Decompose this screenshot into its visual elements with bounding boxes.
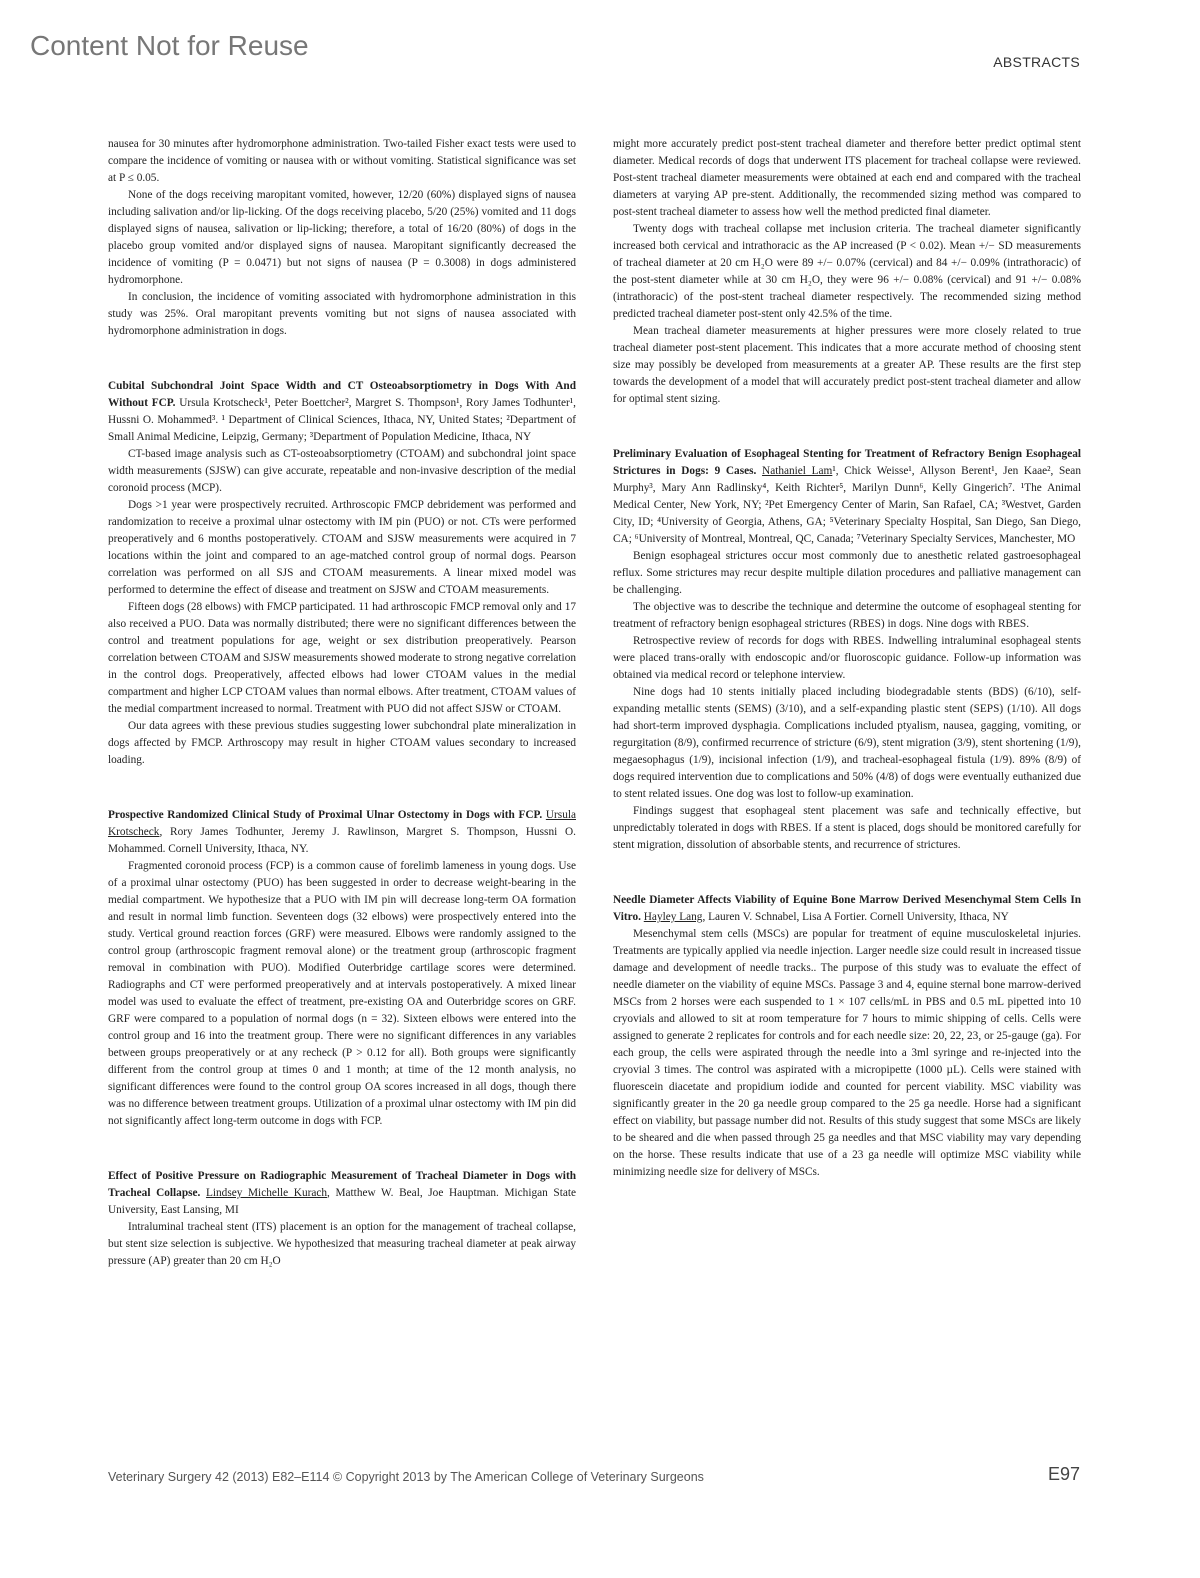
abstract-title: Cubital Subchondral Joint Space Width and CT Osteoabsorptiometry in Dogs With And Without FCP. (108, 380, 576, 409)
presenting-author: Nathaniel Lam (762, 465, 833, 477)
paragraph: nausea for 30 minutes after hydromorphone administration. Two-tailed Fisher exact tests were used to compare the incidence of vomiting or nausea with or without vomiting. Statistical significance was set at P ≤ 0.05. (108, 138, 576, 184)
left-column (108, 136, 576, 1308)
abstract-esophageal (613, 446, 1081, 854)
continued-abstract-tracheal (613, 136, 1081, 408)
paragraph: Our data agrees with these previous studies suggesting lower subchondral plate mineralization in dogs affected by FMCP. Arthroscopy may result in higher CTOAM values secondary to increased loading. (108, 720, 576, 766)
presenting-author: Lindsey Michelle Kurach (205, 1187, 328, 1199)
abstract-heading (108, 378, 576, 446)
abstract-authors: , Rory James Todhunter, Jeremy J. Rawlinson, Margret S. Thompson, Hussni O. Mohammed. Cornell University, Ithaca, NY. (108, 826, 576, 855)
page-number: E97 (1047, 1464, 1080, 1484)
abstract-heading (108, 807, 576, 858)
section-label: ABSTRACTS (993, 54, 1080, 70)
abstract-tracheal (108, 1168, 576, 1270)
paragraph: Findings suggest that esophageal stent placement was safe and technically effective, but unpredictably tolerated in dogs with RBES. If a stent is placed, dogs should be monitored carefully for stent migration, dissolution of absorbable stents, and recurrence of strictures. (613, 805, 1081, 851)
abstract-heading (613, 446, 1081, 548)
abstract-heading (613, 892, 1081, 926)
abstract-authors: , Lauren V. Schnabel, Lisa A Fortier. Cornell University, Ithaca, NY (702, 911, 1009, 923)
paragraph: Fifteen dogs (28 elbows) with FMCP participated. 11 had arthroscopic FMCP removal only and 17 also received a PUO. Data was normally distributed; there were no significant differences between the control and treatment populations for age, weight or sex distribution preoperatively. Pearson correlation between CTOAM and SJSW measurements showed moderate to strong negative correlation in the control dogs. Preoperatively, affected elbows had lower CTOAM values in the medial compartment and higher LCP CTOAM values than normal elbows. After treatment, CTOAM values of the medial compartment increased to normal. Treatment with PUO did not affect SJSW or CTOAM. (108, 601, 576, 715)
presenting-author: Hayley Lang (643, 911, 703, 923)
abstract-title: Preliminary Evaluation of Esophageal Stenting for Treatment of Refractory Benign Esophageal Strictures in Dogs: 9 Cases. (613, 448, 1081, 477)
footer-citation: Veterinary Surgery 42 (2013) E82–E114 © Copyright 2013 by The American College of Veterinary Surgeons (108, 1470, 704, 1484)
abstract-title: Prospective Randomized Clinical Study of Proximal Ulnar Ostectomy in Dogs with FCP. (108, 809, 543, 821)
watermark: Content Not for Reuse (30, 30, 309, 61)
paragraph: Benign esophageal strictures occur most commonly due to anesthetic related gastroesophageal reflux. Some strictures may recur despite multiple dilation procedures and palliative management can be challenging. (613, 550, 1081, 596)
abstract-authors: , Matthew W. Beal, Joe Hauptman. Michigan State University, East Lansing, MI (108, 1187, 576, 1216)
paragraph: Mesenchymal stem cells (MSCs) are popular for treatment of equine musculoskeletal injuries. Treatments are typically applied via needle injection. Larger needle size could result in increased tissue damage and development of needle tracks.. The purpose of this study was to evaluate the effect of needle diameter on the viability of equine MSCs. Passage 3 and 4, equine sternal bone marrow-derived MSCs from 2 horses were each suspended to 1 × 107 cells/mL in PBS and 0.5 mL pipetted into 10 cryovials and allowed to sit at room temperature for 7 hours to mimic shipping of cells. Cells were assigned to generate 2 replicates for controls and for each needle size: 20, 22, 23, or 25-gauge (ga). For each group, the cells were aspirated through the needle into a 3ml syringe and re-injected into the cryovial 3 times. The control was aspirated with a micropipette (1000 µL). Cells were stained with fluorescein diacetate and propidium iodide and counted for percent viability. MSC viability was significantly greater in the 20 ga needle group compared to the 25 ga needle. Horse had a significant effect on viability, but passage number did not. Results of this study suggest that some MSCs are likely to be sheared and die when passed through 25 ga needles and that MSC viability may vary depending on the horse. These results indicate that use of a 23 ga needle will optimize MSC viability while minimizing needle size for delivery of MSCs. (613, 928, 1081, 1178)
abstract-title: Effect of Positive Pressure on Radiographic Measurement of Tracheal Diameter in Dogs with Tracheal Collapse. (108, 1170, 576, 1199)
paragraph: None of the dogs receiving maropitant vomited, however, 12/20 (60%) displayed signs of nausea including salivation and/or lip-licking. Of the dogs receiving placebo, 5/20 (25%) vomited and 11 dogs displayed signs of nausea, salivation or lip-licking; therefore, a total of 16/20 (80%) of dogs in the placebo group vomited and/or displayed signs of nausea. Maropitant significantly decreased the incidence of vomiting (P = 0.0471) but not signs of nausea (P = 0.3008) in dogs administered hydromorphone. (108, 189, 576, 286)
paragraph: Fragmented coronoid process (FCP) is a common cause of forelimb lameness in young dogs. Use of a proximal ulnar ostectomy (PUO) has been suggested in order to decrease weight-bearing in the medial compartment. We hypothesize that a PUO with IM pin will decrease long-term OA formation and result in normal limb function. Seventeen dogs (32 elbows) were prospectively entered into the study. Vertical ground reaction forces (GRF) were measured. Elbows were randomly assigned to the control group (arthroscopic fragment removal alone) or the treatment group (arthroscopic fragment removal in combination with PUO). Modified Outerbridge cartilage scores were determined. Radiographs and CT were performed preoperatively and at intervals postoperatively. A mixed linear model was used to evaluate the effect of treatment, pre-existing OA and Outerbridge scores on GRF. GRF were compared to a population of normal dogs (n = 32). Sixteen elbows were entered into the control group and 16 into the treatment group. There were no significant differences in any variables between groups preoperatively or at any recheck (P > 0.12 for all). Both groups were significantly different from the control group at times 0 and 1 month; at time of the 12 month analysis, no significant differences were found to the control group OA scores increased in all dogs, though there was no difference between treatment groups. Utilization of a proximal ulnar ostectomy with IM pin did not significantly affect long-term outcome in dogs with FCP. (108, 860, 576, 1127)
paragraph: Dogs >1 year were prospectively recruited. Arthroscopic FMCP debridement was performed and randomization to receive a proximal ulnar ostectomy with IM pin (PUO) or not. CTs were performed preoperatively and 6 months postoperatively. CTOAM and SJSW measurements were acquired in 7 locations within the joint and compared to an age-matched control group of normal dogs. Pearson correlation was performed on all SJS and CTOAM measurements. A linear mixed model was performed to determine the effect of disease and treatment on SJSW and CTOAM measurements. (108, 499, 576, 596)
paragraph: Mean tracheal diameter measurements at higher pressures were more closely related to true tracheal diameter post-stent placement. This indicates that a more accurate method of choosing stent size may possibly be developed from measurements at a greater AP. These results are the first step towards the development of a model that will accurately predict post-stent tracheal diameter and allow for optimal stent sizing. (613, 325, 1081, 405)
continued-abstract-maropitant (108, 136, 576, 340)
paragraph: The objective was to describe the technique and determine the outcome of esophageal stenting for treatment of refractory benign esophageal strictures (RBES) in dogs. Nine dogs with RBES. (613, 601, 1081, 630)
right-column (613, 136, 1081, 1219)
paragraph: Retrospective review of records for dogs with RBES. Indwelling intraluminal esophageal stents were placed trans-orally with endoscopic and/or fluoroscopic guidance. Follow-up information was obtained via medical record or telephone interview. (613, 635, 1081, 681)
paragraph: Twenty dogs with tracheal collapse met inclusion criteria. The tracheal diameter significantly increased both cervical and intrathoracic as the AP increased (P < 0.02). Mean +/− SD measurements of tracheal diameter at 20 cm H₂O were 89 +/− 0.07% (cervical) and 84 +/− 0.09% (intrathoracic) of the post-stent diameter while at 30 cm H₂O, they were 96 +/− 0.08% (cervical) and 91 +/− 0.08% (intrathoracic) of the post-stent tracheal diameter respectively. The recommended sizing method predicted tracheal diameter post-stent only 42.5% of the time. (613, 223, 1081, 320)
abstract-puo (108, 807, 576, 1130)
presenting-author: Ursula Krotscheck (108, 809, 576, 838)
paragraph: In conclusion, the incidence of vomiting associated with hydromorphone administration in this study was 25%. Oral maropitant prevents vomiting but not signs of nausea associated with hydromorphone administration in dogs. (108, 291, 576, 337)
paragraph: might more accurately predict post-stent tracheal diameter and therefore better predict optimal stent diameter. Medical records of dogs that underwent ITS placement for tracheal collapse were reviewed. Post-stent tracheal diameter measurements were obtained at each end and compared with the tracheal diameters at varying AP pre-stent. Additionally, the recommended sizing method was compared to post-stent tracheal diameter to assess how well the method predicted final diameter. (613, 138, 1081, 218)
abstract-authors: Ursula Krotscheck¹, Peter Boettcher², Margret S. Thompson¹, Rory James Todhunter¹, Hussni O. Mohammed³. ¹ Department of Clinical Sciences, Ithaca, NY, United States; ²Department of Small Animal Medicine, Leipzig, Germany; ³Department of Population Medicine, Ithaca, NY (108, 397, 576, 443)
paragraph: Intraluminal tracheal stent (ITS) placement is an option for the management of tracheal collapse, but stent size selection is subjective. We hypothesized that measuring tracheal diameter at peak airway pressure (AP) greater than 20 cm H₂O (108, 1221, 576, 1267)
abstract-heading (108, 1168, 576, 1219)
abstract-authors: ¹, Chick Weisse¹, Allyson Berent¹, Jen Kaae², Sean Murphy³, Mary Ann Radlinsky⁴, Keith Richter⁵, Marilyn Dunn⁶, Kelly Gingerich⁷. ¹The Animal Medical Center, New York, NY; ²Pet Emergency Center of Marin, San Rafael, CA; ³Westvet, Garden City, ID; ⁴University of Georgia, Athens, GA; ⁵Veterinary Specialty Hospital, San Diego, San Diego, CA; ⁶University of Montreal, Montreal, QC, Canada; ⁷Veterinary Specialty Services, Manchester, MO (613, 465, 1081, 545)
abstract-ctoam (108, 378, 576, 769)
abstract-title: Needle Diameter Affects Viability of Equine Bone Marrow Derived Mesenchymal Stem Cells In Vitro. (613, 894, 1081, 923)
abstract-needle (613, 892, 1081, 1181)
paragraph: CT-based image analysis such as CT-osteoabsorptiometry (CTOAM) and subchondral joint space width measurements (SJSW) can give accurate, repeatable and non-invasive description of the medial coronoid process (MCP). (108, 448, 576, 494)
paragraph: Nine dogs had 10 stents initially placed including biodegradable stents (BDS) (6/10), self-expanding metallic stents (SEMS) (3/10), and a self-expanding plastic stent (SEPS) (1/10). All dogs had short-term improved dysphagia. Complications included ptyalism, nausea, gagging, vomiting, or regurgitation (8/9), confirmed recurrence of stricture (6/9), stent migration (3/9), stent shortening (1/9), megaesophagus (1/9), incisional infection (1/9), and tracheal-esophageal fistula (1/9). 89% (8/9) of dogs required intervention due to complications and 50% (4/8) of dogs were eventually euthanized due to stent related issues. One dog was lost to follow-up examination. (613, 686, 1081, 800)
